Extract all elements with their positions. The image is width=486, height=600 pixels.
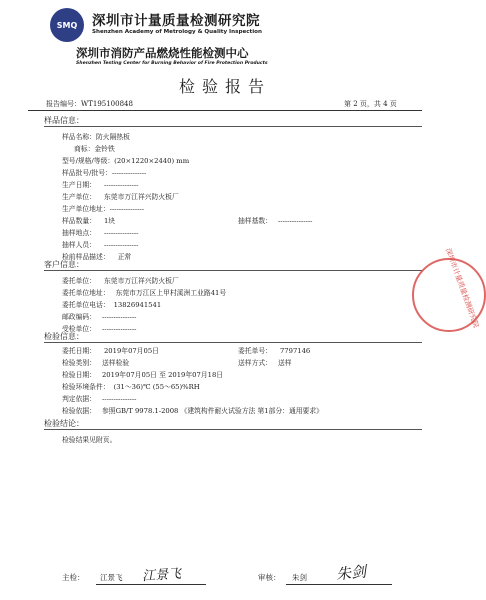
client-row: 委托单位电话： 13826941541 xyxy=(62,301,162,309)
inspector-signature: 江景飞 xyxy=(141,566,182,585)
sample-row: 生产单位地址：--------------- xyxy=(62,205,145,213)
org-logo-text: SMQ xyxy=(56,20,78,30)
sample-row: 样品批号/批号：--------------- xyxy=(62,169,147,177)
reviewer-label: 审核： xyxy=(258,573,281,582)
sample-heading: 样品信息： xyxy=(44,116,84,125)
org-logo-icon xyxy=(50,8,84,42)
client-divider xyxy=(44,270,422,271)
report-number: 报告编号：WT195100848 xyxy=(46,100,133,108)
test-row: 检验日期： 2019年07月05日 至 2019年07月18日 xyxy=(62,371,224,379)
center-name-en: Shenzhen Testing Center for Burning Behavior of Fire Protection Products xyxy=(76,61,268,66)
conclusion-divider xyxy=(44,429,422,430)
sample-row: 生产单位： 东莞市万江祥兴防火板厂 xyxy=(62,193,179,201)
client-row: 受检单位： --------------- xyxy=(62,325,137,333)
sample-row: 抽样人员： --------------- xyxy=(62,241,139,249)
test-row: 检验类别： 送样检验 xyxy=(62,359,130,367)
report-title: 检验报告 xyxy=(178,77,271,96)
sample-row: 检前样品描述： 正常 xyxy=(62,253,132,261)
conclusion-text: 检验结果见附页。 xyxy=(62,436,117,444)
conclusion-heading: 检验结论： xyxy=(44,419,84,428)
client-row: 委托单位： 东莞市万江祥兴防火板厂 xyxy=(62,277,179,285)
test-row: 检验环境条件： (31～36)℃ (55～65)%RH xyxy=(62,383,200,391)
sample-row: 样品名称：防火隔热板 xyxy=(62,133,130,141)
sample-row: 型号/规格/等级：(20×1220×2440) mm xyxy=(62,157,190,165)
test-heading: 检验信息： xyxy=(44,332,84,341)
org-name-en: Shenzhen Academy of Metrology & Quality Inspection xyxy=(92,29,262,35)
header-divider xyxy=(28,110,422,111)
sample-row: 样品数量： 1块 xyxy=(62,217,116,225)
inspector-name: 江景飞 xyxy=(100,573,123,582)
test-row: 检验依据： 参照GB/T 9978.1-2008 《建筑构件耐火试验方法 第1部分：通用要求》 xyxy=(62,407,323,415)
sample-row: 抽样地点： --------------- xyxy=(62,229,139,237)
client-row: 邮政编码： --------------- xyxy=(62,313,137,321)
reviewer-name: 朱剑 xyxy=(292,573,307,582)
test-row: 委托日期： 2019年07月05日 xyxy=(62,347,159,355)
sample-row: 生产日期： --------------- xyxy=(62,181,139,189)
center-name-cn: 深圳市消防产品燃烧性能检测中心 xyxy=(76,46,249,60)
client-row: 委托单位地址： 东莞市万江区上甲村溪洲工业路41号 xyxy=(62,289,227,297)
sample-row: 商标：金铃铁 xyxy=(74,145,115,153)
test-right-row: 委托单号： 7797146 xyxy=(238,347,311,355)
seal-stamp-text: 深圳市计量质量检测研究院 xyxy=(443,247,481,329)
page-number: 第 2 页，共 4 页 xyxy=(344,100,397,108)
test-right-row: 送样方式： 送样 xyxy=(238,359,292,367)
test-row: 判定依据： --------------- xyxy=(62,395,137,403)
client-heading: 客户信息： xyxy=(44,260,84,269)
org-name-cn: 深圳市计量质量检测研究院 xyxy=(92,13,260,29)
reviewer-signature: 朱剑 xyxy=(335,562,367,584)
test-divider xyxy=(44,342,422,343)
inspector-sign-line xyxy=(96,584,206,585)
sample-base-row: 抽样基数： --------------- xyxy=(238,217,313,225)
inspector-label: 主检： xyxy=(62,573,85,582)
sample-divider xyxy=(44,126,422,127)
